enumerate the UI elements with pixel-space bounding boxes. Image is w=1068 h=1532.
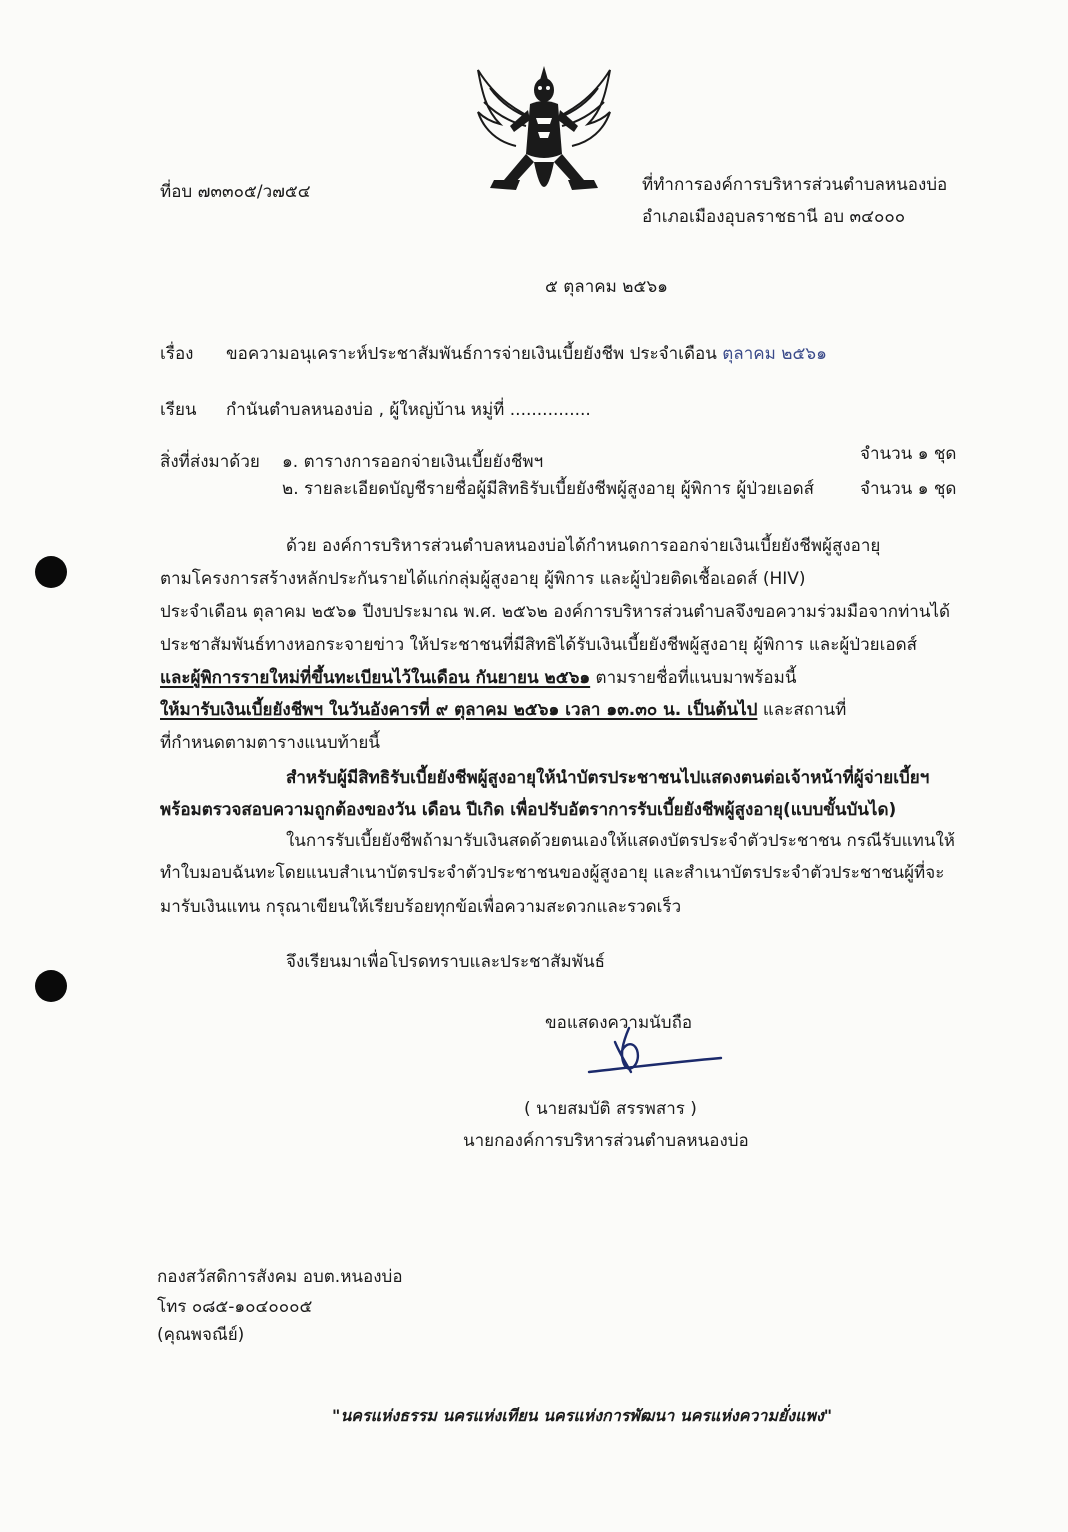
bold-para-line-1: สำหรับผู้มีสิทธิรับเบี้ยยังชีพผู้สูงอายุให้นำบัตรประชาชนไปแสดงตนต่อเจ้าหน้าที่ผู้จ่ายเบี้ยฯ: [286, 768, 930, 788]
to-label: เรียน: [160, 400, 197, 420]
body-line-3: ประจำเดือน ตุลาคม ๒๕๖๑ ปีงบประมาณ พ.ศ. ๒๕๖๒ องค์การบริหารส่วนตำบลจึงขอความร่วมมือจากท่านได้: [160, 602, 951, 622]
handwritten-signature: [585, 1022, 725, 1078]
enclosure-qty-2: จำนวน ๑ ชุด: [860, 479, 957, 499]
punch-hole-top: [35, 556, 67, 588]
enclosure-item-1: ๑. ตารางการออกจ่ายเงินเบี้ยยังชีพฯ: [282, 452, 544, 472]
enclosure-qty-1: จำนวน ๑ ชุด: [860, 444, 957, 464]
body-line-5: [160, 662, 796, 695]
footer-contact-person: (คุณพจณีย์): [157, 1325, 245, 1345]
proxy-para-line-3: มารับเงินแทน กรุณาเขียนให้เรียบร้อยทุกข้อเพื่อความสะดวกและรวดเร็ว: [160, 897, 682, 917]
closing-line: จึงเรียนมาเพื่อโปรดทราบและประชาสัมพันธ์: [286, 952, 605, 972]
motto-slogan: "นครแห่งธรรม นครแห่งเทียน นครแห่งการพัฒนา นครแห่งความยั่งแพง": [332, 1406, 833, 1425]
body-line-1: ด้วย องค์การบริหารส่วนตำบลหนองบ่อได้กำหนดการออกจ่ายเงินเบี้ยยังชีพผู้สูงอายุ: [286, 536, 881, 556]
punch-hole-bottom: [35, 970, 67, 1002]
body-line-2: ตามโครงการสร้างหลักประกันรายได้แก่กลุ่มผู้สูงอายุ ผู้พิการ และผู้ป่วยติดเชื้อเอดส์ (HIV): [160, 569, 806, 589]
proxy-para-line-2: ทำใบมอบฉันทะโดยแนบสำเนาบัตรประจำตัวประชาชนของผู้สูงอายุ และสำเนาบัตรประจำตัวประชาชนผู้ที่จะ: [160, 863, 945, 883]
regards-text: ขอแสดงความนับถือ: [545, 1013, 693, 1033]
org-address-line2: อำเภอเมืองอุบลราชธานี อบ ๓๔๐๐๐: [642, 207, 906, 227]
enclosure-label: สิ่งที่ส่งมาด้วย: [160, 452, 260, 472]
letter-date: ๕ ตุลาคม ๒๕๖๑: [545, 277, 668, 297]
footer-department: กองสวัสดิการสังคม อบต.หนองบ่อ: [157, 1267, 403, 1287]
bold-para-line-2: พร้อมตรวจสอบความถูกต้องของวัน เดือน ปีเกิด เพื่อปรับอัตราการรับเบี้ยยังชีพผู้สูงอายุ(แบบขั้นบันได): [160, 800, 897, 820]
body-line-4: ประชาสัมพันธ์ทางหอกระจายข่าว ให้ประชาชนที่มีสิทธิได้รับเงินเบี้ยยังชีพผู้สูงอายุ ผู้พิการ และผู้ป่วยเอดส์: [160, 635, 918, 655]
footer-phone: โทร ๐๘๕-๑๐๔๐๐๐๕: [157, 1297, 313, 1317]
subject-main: ขอความอนุเคราะห์ประชาสัมพันธ์การจ่ายเงินเบี้ยยังชีพ ประจำเดือน: [226, 344, 717, 364]
subject-label: เรื่อง: [160, 344, 194, 364]
subject-month: ตุลาคม ๒๕๖๑: [722, 344, 827, 364]
signer-title: นายกองค์การบริหารส่วนตำบลหนองบ่อ: [463, 1131, 749, 1151]
body-emphasis-1: และผู้พิการรายใหม่ที่ขึ้นทะเบียนไว้ในเดือน กันยายน ๒๕๖๑: [160, 668, 591, 688]
body-emphasis-2: ให้มารับเงินเบี้ยยังชีพฯ ในวันอังคารที่ ๙ ตุลาคม ๒๕๖๑ เวลา ๑๓.๓๐ น. เป็นต้นไป: [160, 700, 758, 720]
garuda-emblem-icon: [470, 62, 618, 218]
org-address-line1: ที่ทำการองค์การบริหารส่วนตำบลหนองบ่อ: [642, 175, 948, 195]
to-text: กำนันตำบลหนองบ่อ , ผู้ใหญ่บ้าน หมู่ที่ ...............: [226, 400, 591, 420]
body-line-7: ที่กำหนดตามตารางแนบท้ายนี้: [160, 733, 380, 753]
body-tail-1: ตามรายชื่อที่แนบมาพร้อมนี้: [590, 668, 797, 688]
subject-text: [226, 343, 827, 365]
signer-name: ( นายสมบัติ สรรพสาร ): [524, 1099, 697, 1119]
body-tail-2: และสถานที่: [757, 700, 847, 720]
reference-number: ที่อบ ๗๓๓๐๕/ว๗๕๔: [160, 182, 311, 202]
proxy-para-line-1: ในการรับเบี้ยยังชีพถ้ามารับเงินสดด้วยตนเองให้แสดงบัตรประจำตัวประชาชน กรณีรับแทนให้: [286, 831, 955, 851]
enclosure-item-2: ๒. รายละเอียดบัญชีรายชื่อผู้มีสิทธิรับเบี้ยยังชีพผู้สูงอายุ ผู้พิการ ผู้ป่วยเอดส์: [282, 479, 815, 499]
body-line-6: [160, 694, 846, 727]
